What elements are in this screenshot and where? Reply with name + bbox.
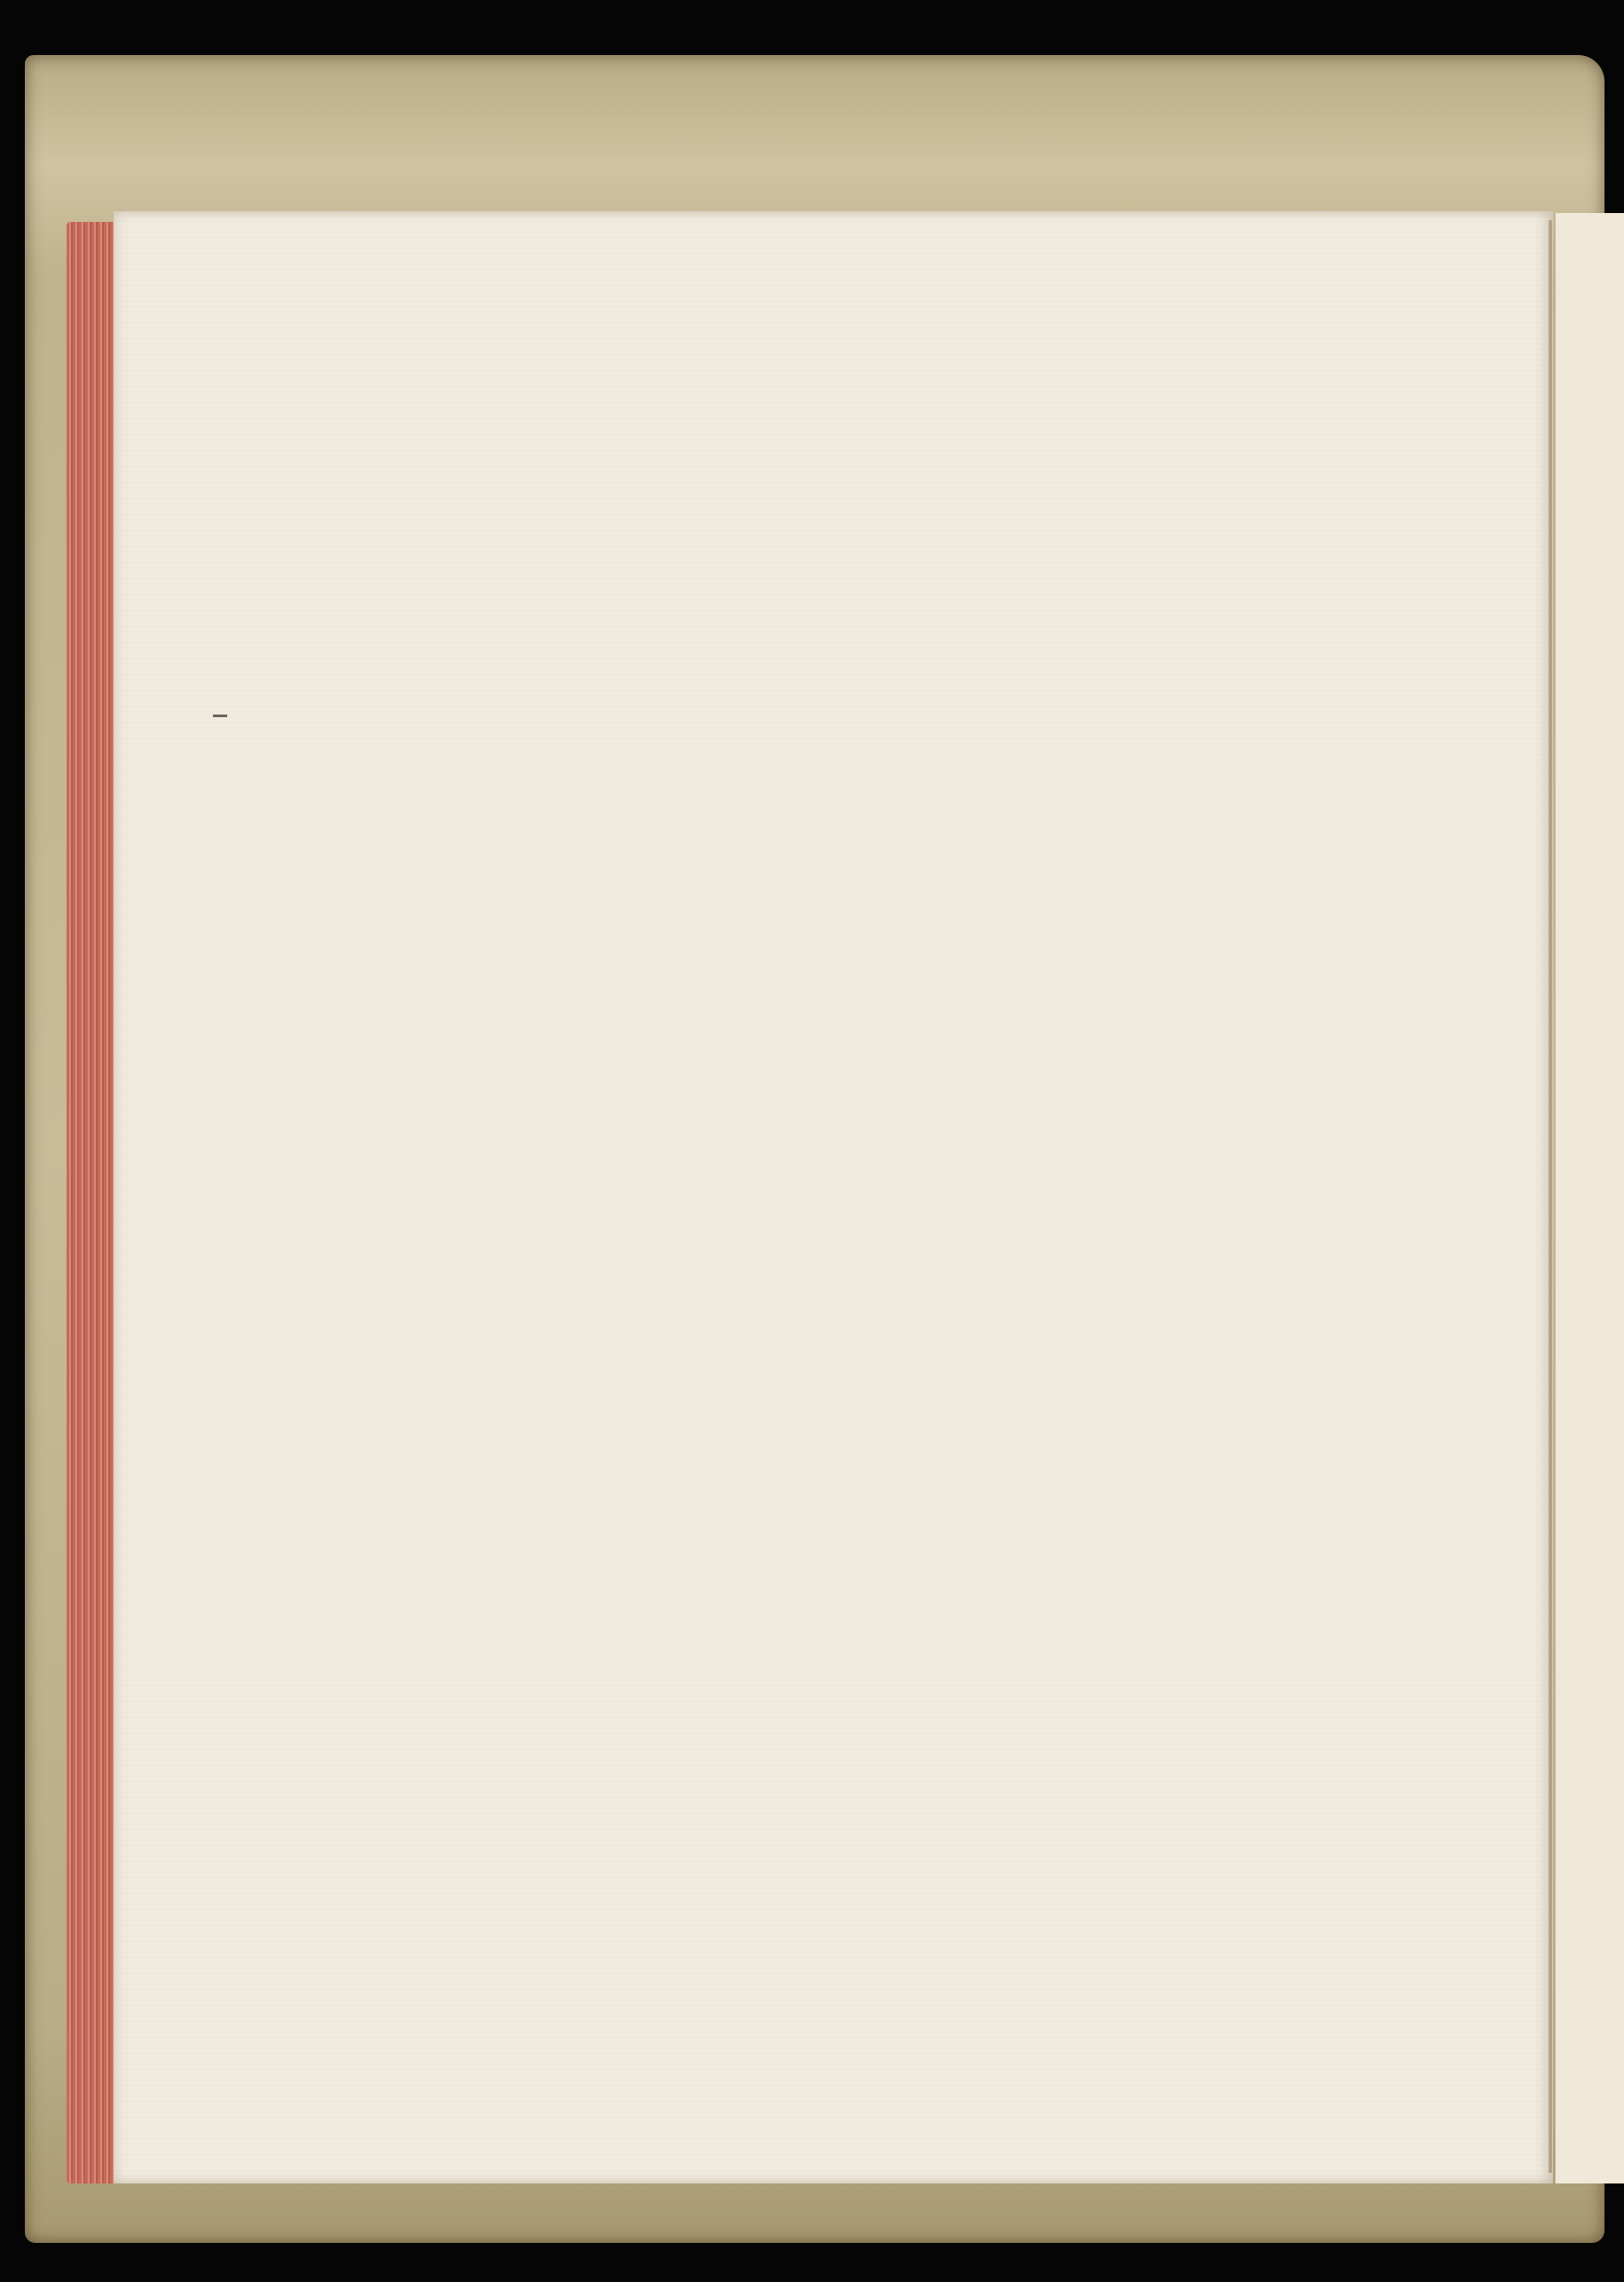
left-page: [114, 211, 1553, 2183]
facing-page-sliver: [1555, 213, 1624, 2183]
gutter-fold: [1549, 220, 1552, 2173]
margin-dash: [213, 715, 227, 717]
